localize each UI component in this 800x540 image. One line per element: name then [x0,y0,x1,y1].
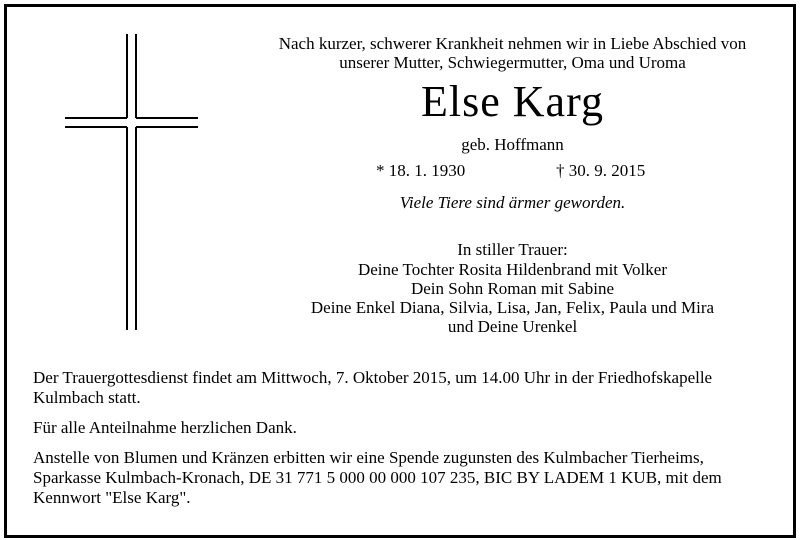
intro-line-1: Nach kurzer, schwerer Krankheit nehmen wir in Liebe Abschied von [278,34,747,53]
intro-line-2: unserer Mutter, Schwiegermutter, Oma und Uroma [339,53,686,72]
mourner-line: Deine Tochter Rosita Hildenbrand mit Volker [357,260,667,279]
service-line-1: Der Trauergottesdienst findet am Mittwoch, 7. Oktober 2015, um 14.00 Uhr in der Friedhofskapelle [33,368,713,387]
mourner-line: Deine Enkel Diana, Silvia, Lisa, Jan, Felix, Paula und Mira [310,298,715,317]
mourner-line: Dein Sohn Roman mit Sabine [410,279,615,298]
death-date: † 30. 9. 2015 [556,161,646,180]
donation-paragraph [33,448,722,508]
donation-line-2: Sparkasse Kulmbach-Kronach, DE 31 771 5 000 00 000 107 235, BIC BY LADEM 1 KUB, mit dem [33,468,722,487]
mourner-line: und Deine Urenkel [447,317,578,336]
donation-line-3: Kennwort "Else Karg". [33,488,191,507]
service-paragraph [33,368,712,408]
mourners-heading: In stiller Trauer: [457,240,568,259]
birth-date: * 18. 1. 1930 [376,161,466,180]
quote: Viele Tiere sind ärmer geworden. [399,193,626,212]
deceased-name: Else Karg [421,77,604,126]
maiden-name: geb. Hoffmann [461,135,564,154]
donation-line-1: Anstelle von Blumen und Kränzen erbitten wir eine Spende zugunsten des Kulmbacher Tierheims, [33,448,704,467]
service-line-2: Kulmbach statt. [33,388,141,407]
thanks-line: Für alle Anteilnahme herzlichen Dank. [33,418,297,437]
